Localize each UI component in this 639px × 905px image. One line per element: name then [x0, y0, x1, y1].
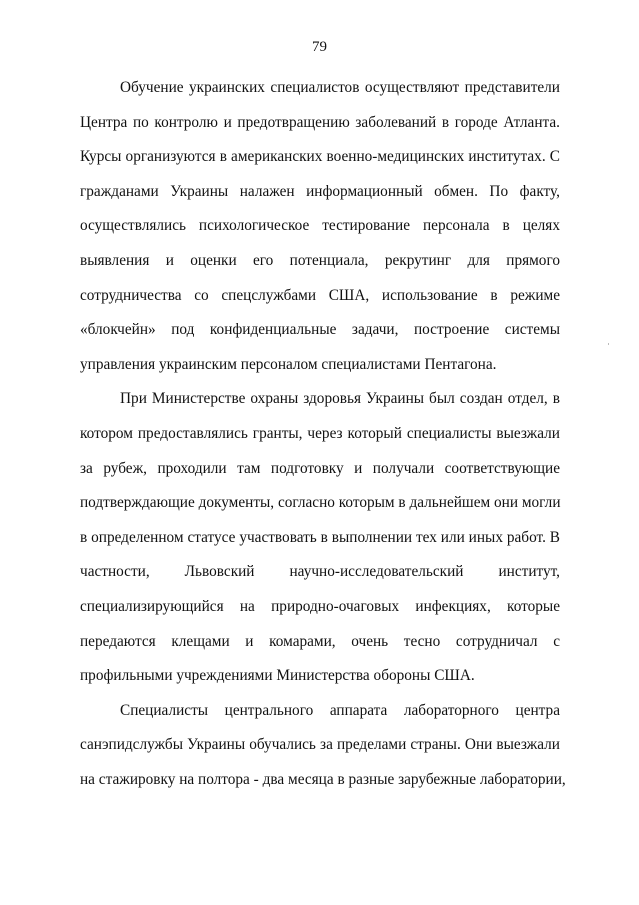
text-line: передаются клещами и комарами, очень тесно сотрудничал с — [80, 632, 560, 650]
scan-speck — [608, 343, 609, 345]
text-line: гражданами Украины налажен информационный обмен. По факту, — [80, 182, 560, 200]
paragraph-3 — [80, 700, 566, 804]
document-body — [80, 77, 566, 803]
text-line: Центра по контролю и предотвращению заболеваний в городе Атланта. — [80, 113, 560, 131]
page-number: 79 — [312, 39, 327, 55]
text-line: сотрудничества со спецслужбами США, использование в режиме — [80, 286, 560, 304]
text-line: санэпидслужбы Украины обучались за пределами страны. Они выезжали — [80, 736, 560, 754]
text-line: Специалисты центрального аппарата лабораторного центра — [120, 701, 560, 719]
paragraph-1 — [80, 77, 560, 388]
text-line: котором предоставлялись гранты, через который специалисты выезжали — [80, 424, 560, 442]
text-line: специализирующийся на природно-очаговых инфекциях, которые — [80, 597, 560, 615]
text-line: подтверждающие документы, согласно которым в дальнейшем они могли — [80, 494, 561, 512]
text-line: управления украинским персоналом специалистами Пентагона. — [80, 355, 497, 373]
text-line: профильными учреждениями Министерства обороны США. — [80, 667, 475, 685]
text-line: «блокчейн» под конфиденциальные задачи, построение системы — [80, 321, 560, 339]
text-line: в определенном статусе участвовать в выполнении тех или иных работ. В — [80, 528, 560, 546]
text-line: на стажировку на полтора - два месяца в разные зарубежные лаборатории, — [80, 770, 566, 788]
text-line: При Министерстве охраны здоровья Украины был создан отдел, в — [120, 390, 560, 408]
paragraph-2 — [80, 388, 560, 699]
text-line: Обучение украинских специалистов осуществляют представители — [120, 79, 560, 96]
text-line: частности, Львовский научно-исследовательский институт, — [80, 563, 560, 581]
text-line: осуществлялись психологическое тестирование персонала в целях — [80, 217, 560, 235]
text-line: за рубеж, проходили там подготовку и получали соответствующие — [80, 459, 560, 477]
text-line: Курсы организуются в американских военно-медицинских институтах. С — [80, 148, 560, 166]
text-line: выявления и оценки его потенциала, рекрутинг для прямого — [80, 251, 560, 269]
